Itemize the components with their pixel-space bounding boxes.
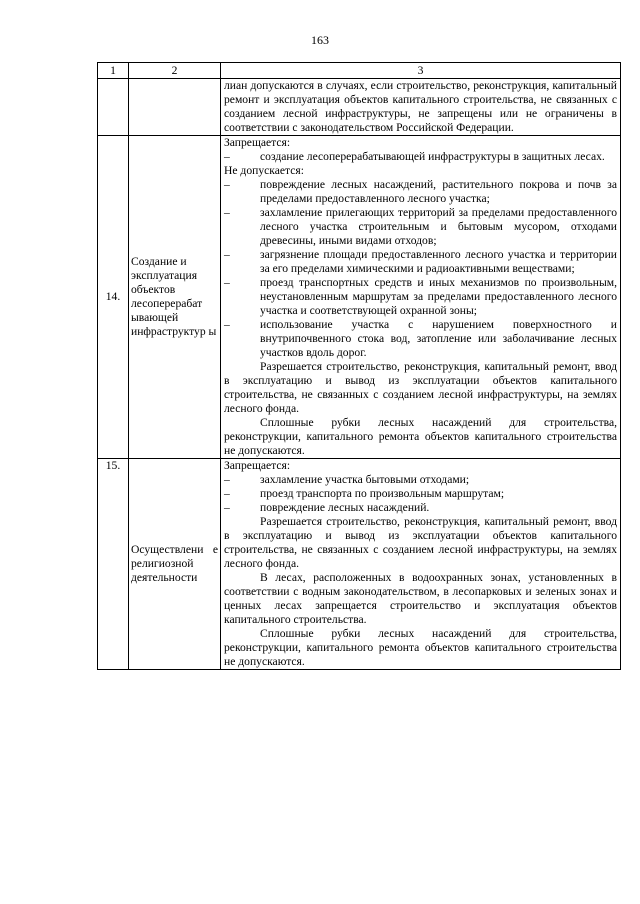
dash-icon: – (224, 501, 230, 514)
prohibited-label: Запрещается: (224, 459, 291, 472)
list-item: – проезд транспортных средств и иных механизмов по произвольным, неустановленным маршрутам за пределами предоставленного лесного участка и соответствующей охранной зоны; (224, 276, 617, 317)
column-header-3: 3 (221, 63, 621, 79)
regulation-cell (221, 136, 621, 459)
prohibited-label: Запрещается: (224, 136, 291, 149)
regulation-cell (221, 79, 621, 136)
paragraph: Разрешается строительство, реконструкция, капитальный ремонт, ввод в эксплуатацию и вывод из эксплуатации объектов капитального строительства, не связанных с созданием лесной инфраструктуры, на землях лесного фонда. (224, 360, 617, 415)
table-row-14 (98, 136, 621, 459)
list-item: – загрязнение площади предоставленного лесного участка и территории за его пределами химическими и радиоактивными веществами; (224, 248, 617, 275)
dash-icon: – (224, 318, 230, 331)
column-header-1: 1 (98, 63, 129, 79)
list-item: – захламление прилегающих территорий за пределами предоставленного лесного участка строительным и бытовым мусором, отходами древесины, иными видами отходов; (224, 206, 617, 247)
list-item: – проезд транспорта по произвольным маршрутам; (224, 487, 505, 500)
dash-icon: – (224, 150, 230, 163)
table-row-15 (98, 459, 621, 670)
list-item: – использование участка с нарушением поверхностного и внутрипочвенного стока вод, затопление или заболачивание лесных участков вдоль дорог. (224, 318, 617, 359)
dash-icon: – (224, 487, 230, 500)
paragraph: Сплошные рубки лесных насаждений для строительства, реконструкции, капитального ремонта объектов капитального строительства не допускаются. (224, 416, 617, 457)
activity-cell (129, 79, 221, 136)
list-item: – повреждение лесных насаждений. (224, 501, 430, 514)
row-number: 15. (98, 459, 129, 670)
not-allowed-label: Не допускается: (224, 164, 304, 177)
list-item: – создание лесоперерабатывающей инфраструктуры в защитных лесах. (224, 150, 605, 163)
list-item: – захламление участка бытовыми отходами; (224, 473, 470, 486)
dash-icon: – (224, 206, 230, 219)
dash-icon: – (224, 178, 230, 191)
column-header-2: 2 (129, 63, 221, 79)
continuation-text: лиан допускаются в случаях, если строительство, реконструкция, капитальный ремонт и эксплуатация объектов капитального строительства, не связанных с созданием лесной инфраструктуры, не запрещены или не ограничены в соответствии с законодательством Российской Федерации. (224, 79, 617, 134)
dash-icon: – (224, 276, 230, 289)
row-number-cell (98, 79, 129, 136)
table-row-continuation (98, 79, 621, 136)
paragraph: Разрешается строительство, реконструкция, капитальный ремонт, ввод в эксплуатацию и вывод из эксплуатации объектов капитального строительства, не связанных с созданием лесной инфраструктуры, на землях лесного фонда. (224, 515, 617, 570)
dash-icon: – (224, 248, 230, 261)
activity-title: Создание и эксплуатация объектов лесоперерабат ывающей инфраструктур ы (129, 136, 221, 459)
activity-title: Осуществлени е религиозной деятельности (129, 459, 221, 670)
table-header-row (98, 63, 621, 79)
dash-icon: – (224, 473, 230, 486)
paragraph: Сплошные рубки лесных насаждений для строительства, реконструкции, капитального ремонта объектов капитального строительства не допускаются. (224, 627, 617, 668)
paragraph: В лесах, расположенных в водоохранных зонах, установленных в соответствии с водным законодательством, в лесопарковых и зеленых зонах и ценных лесах запрещается строительство и эксплуатация объектов капитального строительства. (224, 571, 617, 626)
row-number: 14. (98, 136, 129, 459)
regulations-table (97, 62, 621, 670)
regulation-cell (221, 459, 621, 670)
page-number: 163 (311, 33, 329, 47)
list-item: – повреждение лесных насаждений, растительного покрова и почв за пределами предоставленного лесного участка; (224, 178, 617, 205)
